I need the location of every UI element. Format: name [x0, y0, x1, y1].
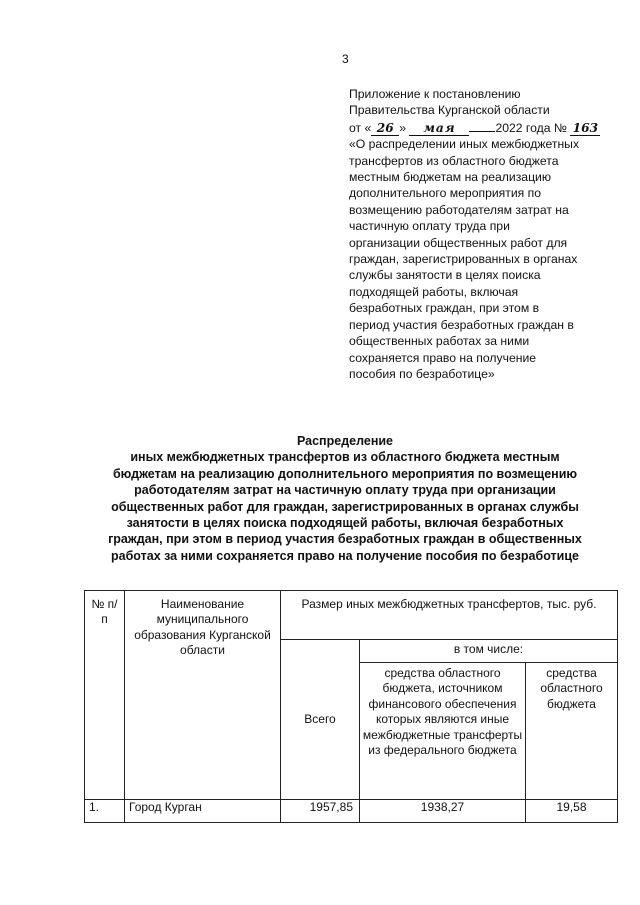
appendix-line: возмещению работодателям затрат на [349, 202, 569, 217]
header-regional-budget: средства областного бюджета [526, 663, 618, 800]
appendix-line: службы занятости в целях поиска [349, 268, 541, 283]
handwritten-month: мая [409, 121, 469, 136]
appendix-line: общественных работах за ними [349, 334, 530, 349]
header-total: Всего [281, 640, 360, 800]
title-line: общественных работ для граждан, зарегистрированных в органах службы [111, 499, 579, 514]
appendix-line: организации общественных работ для [349, 235, 568, 250]
appendix-line: пособия по безработице» [349, 366, 495, 381]
date-blank-line [469, 119, 495, 132]
appendix-line: трансфертов из областного бюджета [349, 153, 559, 168]
title-heading: Распределение [296, 434, 393, 448]
handwritten-day: 26 [371, 121, 399, 136]
appendix-line: Приложение к постановлению [349, 87, 521, 101]
distribution-table [84, 590, 618, 823]
row-regional-budget: 19,58 [526, 800, 618, 823]
date-year: 2022 года № [495, 120, 567, 135]
title-line: работодателям затрат на частичную оплату труда при организации [134, 483, 556, 498]
appendix-line: местным бюджетам на реализацию [349, 170, 552, 185]
header-municipality: Наименование муниципального образования Курганской области [125, 591, 281, 800]
date-prefix: от « [349, 120, 372, 135]
handwritten-number: 163 [570, 121, 600, 136]
appendix-line: «О распределении иных межбюджетных [349, 137, 580, 152]
appendix-line: безработных граждан, при этом в [349, 301, 540, 316]
row-federal-source: 1938,27 [360, 800, 526, 823]
table-row [85, 800, 618, 823]
appendix-line: Правительства Курганской области [349, 103, 550, 118]
appendix-header [349, 86, 619, 382]
header-transfer-size: Размер иных межбюджетных трансфертов, тыс. руб. [281, 591, 618, 640]
appendix-line: сохраняется право на получение [349, 350, 537, 365]
header-federal-source: средства областного бюджета, источником финансового обеспечения которых являются иные межбюджетные трансферты из федерального бюджета [360, 663, 526, 800]
title-line: бюджетам на реализацию дополнительного мероприятия по возмещению [112, 466, 578, 481]
header-including: в том числе: [360, 640, 618, 663]
document-title [80, 433, 610, 564]
appendix-date-line [349, 119, 619, 136]
row-municipality: Город Курган [125, 800, 281, 823]
row-total: 1957,85 [281, 800, 360, 823]
title-line: работах за ними сохраняется право на получение пособия по безработице [111, 548, 579, 563]
date-mid: » [399, 120, 407, 135]
appendix-line: дополнительного мероприятия по [349, 186, 542, 201]
header-num: № п/п [85, 591, 125, 800]
appendix-line: период участия безработных граждан в [349, 317, 574, 332]
title-line: граждан, при этом в период участия безработных граждан в общественных [108, 532, 582, 547]
row-num: 1. [85, 800, 125, 823]
title-line: занятости в целях поиска подходящей работы, включая безработных [126, 516, 564, 531]
page-number: 3 [342, 52, 349, 66]
appendix-line: граждан, зарегистрированных в органах [349, 252, 578, 267]
title-line: иных межбюджетных трансфертов из областного бюджета местным [130, 450, 560, 465]
appendix-line: частичную оплату труда при [349, 219, 510, 234]
appendix-line: подходящей работы, включая [349, 284, 519, 299]
